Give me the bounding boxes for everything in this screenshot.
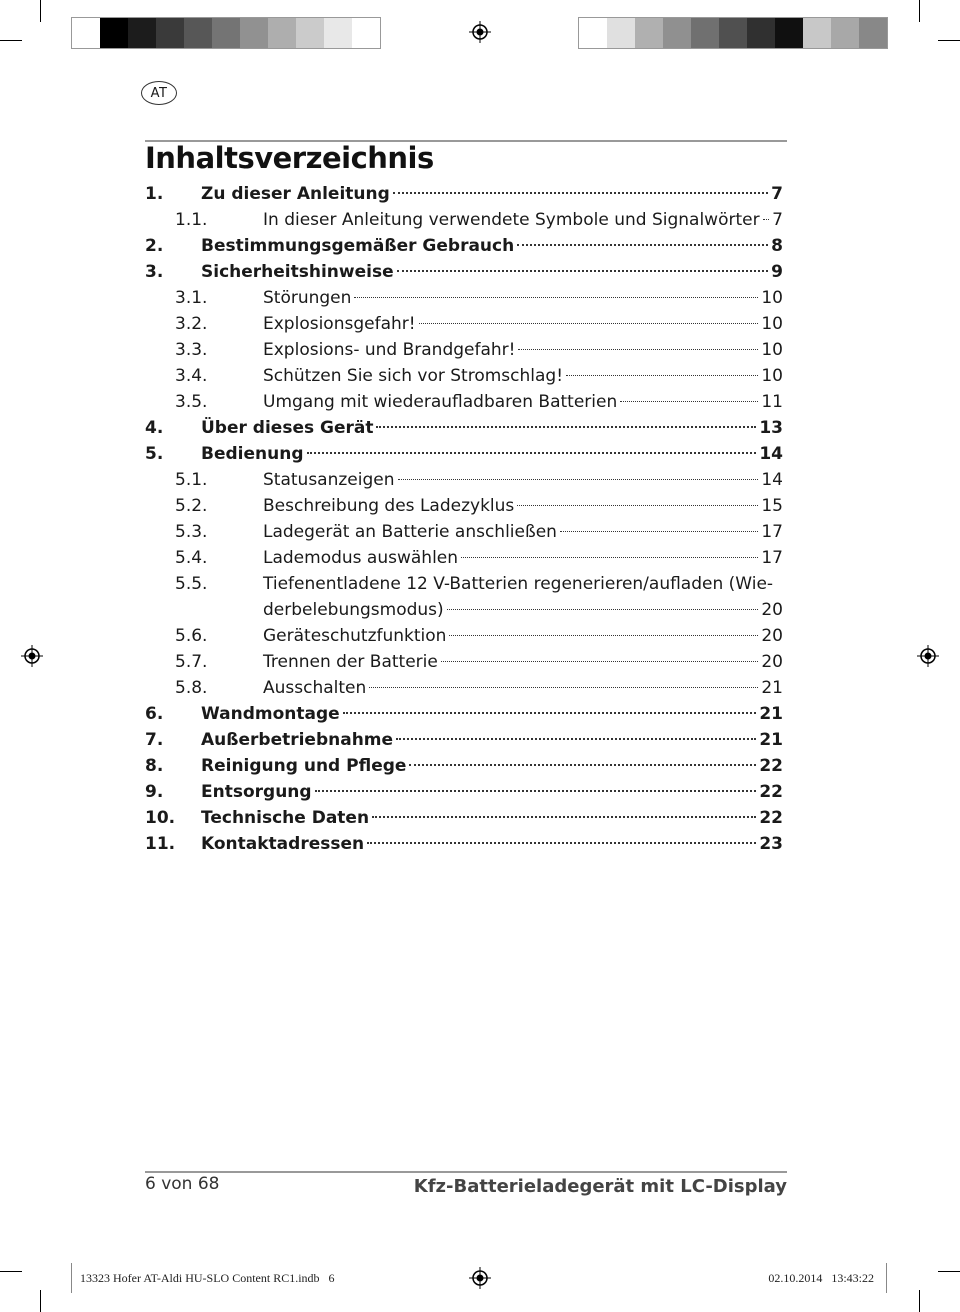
toc-entry[interactable] bbox=[145, 337, 783, 363]
toc-entry-number: 5.3. bbox=[175, 522, 208, 542]
toc-leader-dots bbox=[517, 244, 768, 246]
toc-entry-number: 3.5. bbox=[175, 392, 208, 412]
registration-mark-icon bbox=[469, 1267, 491, 1289]
crop-mark bbox=[938, 40, 960, 41]
toc-entry-title: Trennen der Batterie bbox=[263, 652, 438, 672]
toc-entry-page: 21 bbox=[759, 730, 783, 750]
footer-rule bbox=[145, 1171, 787, 1173]
slug-timestamp: 02.10.2014 13:43:22 bbox=[768, 1271, 874, 1285]
toc-entry-title: Tiefenentladene 12 V-Batterien regenerieren/aufladen (Wie- bbox=[263, 574, 774, 594]
toc-entry[interactable] bbox=[145, 545, 783, 571]
toc-leader-dots bbox=[367, 842, 756, 844]
toc-entry-title: Sicherheitshinweise bbox=[201, 262, 394, 282]
toc-entry[interactable] bbox=[145, 415, 783, 441]
crop-mark bbox=[0, 1271, 22, 1272]
toc-entry-page: 23 bbox=[759, 834, 783, 854]
toc-entry-number: 5.7. bbox=[175, 652, 208, 672]
toc-leader-dots bbox=[398, 479, 759, 480]
toc-entry-page: 17 bbox=[761, 522, 783, 542]
toc-leader-dots bbox=[409, 764, 756, 766]
toc-entry-number: 3.3. bbox=[175, 340, 208, 360]
crop-mark bbox=[40, 1290, 41, 1312]
toc-leader-dots bbox=[397, 270, 769, 272]
color-swatch bbox=[663, 18, 691, 48]
color-swatch bbox=[831, 18, 859, 48]
color-swatch bbox=[296, 18, 324, 48]
toc-entry-title: Entsorgung bbox=[201, 782, 312, 802]
color-swatch bbox=[607, 18, 635, 48]
toc-entry[interactable] bbox=[145, 623, 783, 649]
toc-entry-title: Ladegerät an Batterie anschließen bbox=[263, 522, 557, 542]
color-swatch bbox=[352, 18, 380, 48]
toc-entry[interactable] bbox=[145, 441, 783, 467]
toc-entry-number: 5.8. bbox=[175, 678, 208, 698]
toc-entry[interactable] bbox=[145, 831, 783, 857]
toc-entry-page: 9 bbox=[771, 262, 783, 282]
toc-leader-dots bbox=[315, 790, 757, 792]
toc-entry-number: 10. bbox=[145, 808, 176, 828]
toc-entry-title: Statusanzeigen bbox=[263, 470, 395, 490]
color-swatch bbox=[156, 18, 184, 48]
toc-entry[interactable] bbox=[145, 493, 783, 519]
color-swatch bbox=[72, 18, 100, 48]
crop-mark bbox=[919, 0, 920, 22]
color-swatch bbox=[859, 18, 887, 48]
toc-entry[interactable] bbox=[145, 805, 783, 831]
toc-entry[interactable] bbox=[145, 675, 783, 701]
toc-entry-title: Umgang mit wiederaufladbaren Batterien bbox=[263, 392, 618, 412]
toc-entry-number: 5.2. bbox=[175, 496, 208, 516]
toc-entry-number: 5.6. bbox=[175, 626, 208, 646]
color-swatch bbox=[184, 18, 212, 48]
slug-frame-line bbox=[886, 1263, 887, 1293]
toc-leader-dots bbox=[343, 712, 757, 714]
crop-mark bbox=[40, 0, 41, 22]
color-swatch bbox=[268, 18, 296, 48]
page-title: Inhaltsverzeichnis bbox=[145, 141, 434, 175]
toc-entry-page: 13 bbox=[759, 418, 783, 438]
color-swatch bbox=[803, 18, 831, 48]
color-swatch bbox=[212, 18, 240, 48]
toc-entry-page: 20 bbox=[761, 600, 783, 620]
toc-entry-title: Reinigung und Pflege bbox=[201, 756, 407, 776]
toc-entry-title: Kontaktadressen bbox=[201, 834, 365, 854]
toc-entry-title: Bedienung bbox=[201, 444, 304, 464]
toc-entry[interactable] bbox=[145, 181, 783, 207]
toc-entry[interactable] bbox=[145, 571, 783, 597]
registration-mark-icon bbox=[469, 21, 491, 43]
toc-entry-page: 21 bbox=[759, 704, 783, 724]
slug-frame-line bbox=[71, 1263, 72, 1293]
toc-entry-number: 2. bbox=[145, 236, 164, 256]
toc-entry-number: 4. bbox=[145, 418, 164, 438]
toc-entry-number: 5. bbox=[145, 444, 164, 464]
toc-leader-dots bbox=[461, 557, 758, 558]
toc-entry-title: In dieser Anleitung verwendete Symbole und Signalwörter bbox=[263, 210, 760, 230]
toc-entry-page: 14 bbox=[761, 470, 783, 490]
color-swatch bbox=[240, 18, 268, 48]
toc-entry[interactable] bbox=[145, 363, 783, 389]
toc-entry-page: 10 bbox=[761, 314, 783, 334]
toc-leader-dots bbox=[763, 219, 770, 220]
toc-entry-page: 10 bbox=[761, 366, 783, 386]
toc-entry-number: 7. bbox=[145, 730, 164, 750]
toc-entry-page: 22 bbox=[759, 782, 783, 802]
toc-entry-page: 20 bbox=[761, 626, 783, 646]
toc-entry-number: 3. bbox=[145, 262, 164, 282]
registration-mark-icon bbox=[21, 645, 43, 667]
slug-file-label: 13323 Hofer AT-Aldi HU-SLO Content RC1.indb 6 bbox=[80, 1271, 335, 1285]
color-swatch bbox=[635, 18, 663, 48]
page-number: 6 von 68 bbox=[145, 1174, 220, 1194]
toc-entry-number: 3.1. bbox=[175, 288, 208, 308]
color-swatch bbox=[579, 18, 607, 48]
toc-entry-title: Bestimmungsgemäßer Gebrauch bbox=[201, 236, 515, 256]
toc-entry-number: 11. bbox=[145, 834, 176, 854]
toc-entry-title: Geräteschutzfunktion bbox=[263, 626, 447, 646]
toc-entry[interactable] bbox=[145, 753, 783, 779]
footer-product-title: Kfz-Batterieladegerät mit LC-Display bbox=[413, 1176, 787, 1197]
crop-mark bbox=[0, 40, 22, 41]
toc-leader-dots bbox=[518, 349, 758, 350]
toc-entry-page: 21 bbox=[761, 678, 783, 698]
toc-entry[interactable] bbox=[145, 701, 783, 727]
toc-entry-page: 10 bbox=[761, 340, 783, 360]
toc-entry-page: 22 bbox=[759, 756, 783, 776]
toc-leader-dots bbox=[307, 452, 757, 454]
grayscale-color-bar-right bbox=[578, 17, 888, 49]
toc-entry-title: Explosionsgefahr! bbox=[263, 314, 416, 334]
toc-entry-title: Beschreibung des Ladezyklus bbox=[263, 496, 515, 516]
toc-leader-dots bbox=[396, 738, 756, 740]
crop-mark bbox=[919, 1290, 920, 1312]
toc-entry-number: 1. bbox=[145, 184, 164, 204]
toc-leader-dots bbox=[441, 661, 759, 662]
toc-entry-title: Technische Daten bbox=[201, 808, 370, 828]
color-swatch bbox=[324, 18, 352, 48]
toc-leader-dots bbox=[419, 323, 759, 324]
toc-entry-page: 22 bbox=[759, 808, 783, 828]
registration-mark-icon bbox=[917, 645, 939, 667]
toc-entry-continuation[interactable] bbox=[145, 597, 783, 623]
toc-entry-page: 14 bbox=[759, 444, 783, 464]
toc-entry-number: 9. bbox=[145, 782, 164, 802]
toc-entry[interactable] bbox=[145, 285, 783, 311]
toc-entry[interactable] bbox=[145, 727, 783, 753]
toc-entry-page: 7 bbox=[771, 184, 783, 204]
crop-mark bbox=[938, 1271, 960, 1272]
toc-entry[interactable] bbox=[145, 259, 783, 285]
toc-entry[interactable] bbox=[145, 649, 783, 675]
color-swatch bbox=[775, 18, 803, 48]
grayscale-color-bar-left bbox=[71, 17, 381, 49]
toc-entry-page: 20 bbox=[761, 652, 783, 672]
toc-leader-dots bbox=[620, 401, 758, 402]
toc-entry-title: Störungen bbox=[263, 288, 352, 308]
toc-entry[interactable] bbox=[145, 233, 783, 259]
toc-entry-title: Schützen Sie sich vor Stromschlag! bbox=[263, 366, 564, 386]
toc-entry-page: 15 bbox=[761, 496, 783, 516]
toc-leader-dots bbox=[566, 375, 758, 376]
toc-leader-dots bbox=[372, 816, 756, 818]
toc-entry-number: 1.1. bbox=[175, 210, 208, 230]
toc-leader-dots bbox=[376, 426, 756, 428]
language-badge: AT bbox=[141, 81, 177, 105]
toc-entry-number: 6. bbox=[145, 704, 164, 724]
toc-entry-title: Explosions- und Brandgefahr! bbox=[263, 340, 516, 360]
toc-entry-title: Außerbetriebnahme bbox=[201, 730, 394, 750]
toc-entry[interactable] bbox=[145, 389, 783, 415]
toc-entry[interactable] bbox=[145, 207, 783, 233]
toc-entry-number: 3.4. bbox=[175, 366, 208, 386]
toc-entry-page: 8 bbox=[771, 236, 783, 256]
color-swatch bbox=[719, 18, 747, 48]
color-swatch bbox=[100, 18, 128, 48]
toc-entry-number: 5.1. bbox=[175, 470, 208, 490]
toc-leader-dots bbox=[354, 297, 758, 298]
toc-entry[interactable] bbox=[145, 311, 783, 337]
toc-entry-number: 3.2. bbox=[175, 314, 208, 334]
toc-entry-title: Lademodus auswählen bbox=[263, 548, 459, 568]
toc-entry-page: 11 bbox=[761, 392, 783, 412]
table-of-contents bbox=[145, 181, 783, 857]
toc-entry-number: 8. bbox=[145, 756, 164, 776]
toc-entry-title: Ausschalten bbox=[263, 678, 367, 698]
toc-entry[interactable] bbox=[145, 519, 783, 545]
toc-entry-page: 17 bbox=[761, 548, 783, 568]
toc-leader-dots bbox=[369, 687, 758, 688]
toc-entry-number: 5.5. bbox=[175, 574, 208, 594]
color-swatch bbox=[747, 18, 775, 48]
color-swatch bbox=[128, 18, 156, 48]
toc-leader-dots bbox=[449, 635, 758, 636]
toc-leader-dots bbox=[447, 609, 759, 610]
color-swatch bbox=[691, 18, 719, 48]
toc-entry-title: Über dieses Gerät bbox=[201, 418, 374, 438]
toc-entry-title-continued: derbelebungsmodus) bbox=[263, 600, 444, 620]
toc-entry-title: Wandmontage bbox=[201, 704, 340, 724]
toc-entry-number: 5.4. bbox=[175, 548, 208, 568]
toc-entry[interactable] bbox=[145, 467, 783, 493]
toc-entry[interactable] bbox=[145, 779, 783, 805]
toc-entry-page: 7 bbox=[772, 210, 783, 230]
toc-leader-dots bbox=[393, 192, 768, 194]
toc-entry-page: 10 bbox=[761, 288, 783, 308]
toc-leader-dots bbox=[560, 531, 758, 532]
toc-leader-dots bbox=[517, 505, 758, 506]
toc-entry-title: Zu dieser Anleitung bbox=[201, 184, 390, 204]
